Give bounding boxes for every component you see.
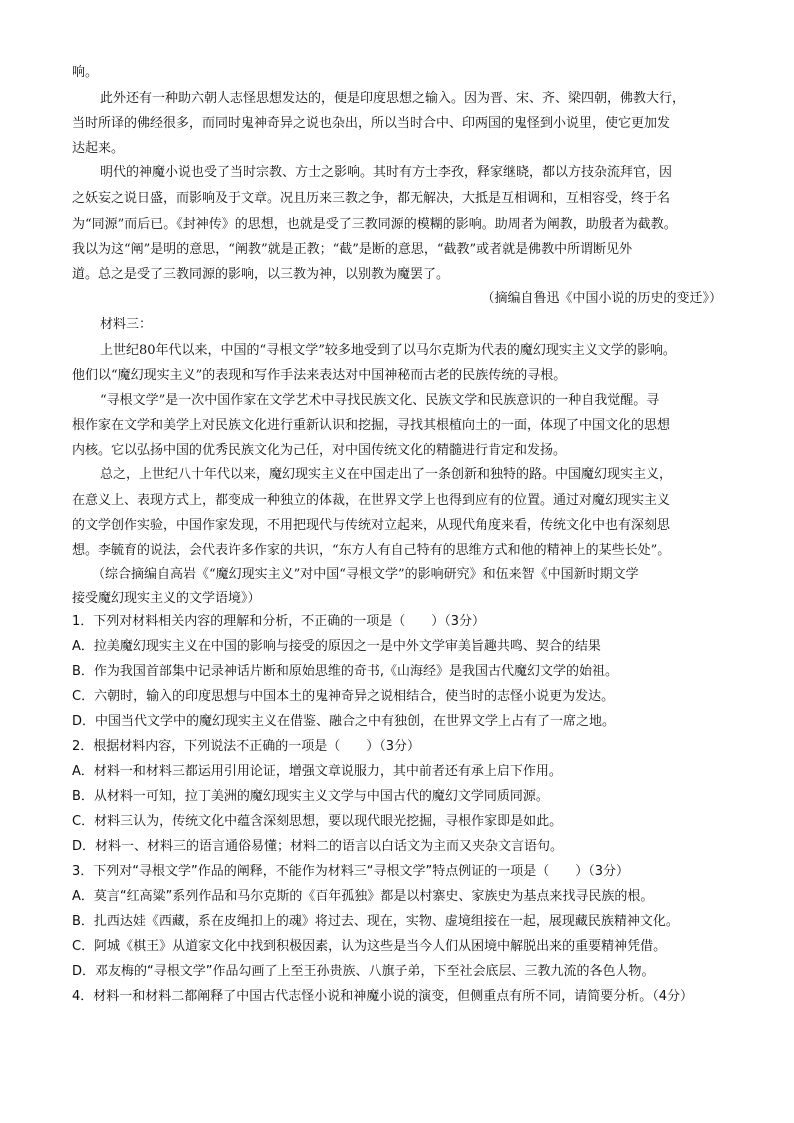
text-line: “寻根文学”是一次中国作家在文学艺术中寻找民族文化、民族文学和民族意识的一种自我觉醒。寻: [100, 393, 660, 408]
text-line: 此外还有一种助六朝人志怪思想发达的，便是印度思想之输入。因为晋、宋、齐、梁四朝，佛教大行，: [100, 91, 686, 106]
text-line: 他们以“魔幻现实主义”的表现和写作手法来表达对中国神秘而古老的民族传统的寻根。: [72, 368, 567, 383]
text-line: 之妖妄之说日盛，而影响及于文章。况且历来三教之争，都无解决，大抵是互相调和，互相容受，终于名: [72, 191, 671, 206]
option-b[interactable]: B．扎西达娃《西藏，系在皮绳扣上的魂》将过去、现在，实物、虚境组接在一起，展现藏民族精神文化。: [72, 914, 679, 929]
text-line: 根作家在文学和美学上对民族文化进行重新认识和挖掘，寻找其根植向土的一面，体现了中国文化的思想: [72, 418, 671, 433]
question-stem: 3．下列对“寻根文学”作品的阐释，不能作为材料三“寻根文学”特点例证的一项是（ ）（3分）: [72, 864, 629, 879]
option-c[interactable]: C．材料三认为，传统文化中蕴含深刻思想，要以现代眼光挖掘，寻根作家即是如此。: [72, 814, 563, 829]
option-d[interactable]: D．邓友梅的“寻根文学”作品勾画了上至王孙贵族、八旗子弟，下至社会底层、三教九流的各色人物。: [72, 964, 655, 979]
option-a[interactable]: A．材料一和材料三都运用引用论证，增强文章说服力，其中前者还有承上启下作用。: [72, 764, 562, 779]
option-d[interactable]: D．中国当代文学中的魔幻现实主义在借鉴、融合之中有独创，在世界文学上占有了一席之地。: [72, 714, 616, 729]
option-c[interactable]: C．六朝时，输入的印度思想与中国本土的鬼神奇异之说相结合，使当时的志怪小说更为发达。: [72, 689, 615, 704]
question-stem: 2．根据材料内容，下列说法不正确的一项是（ ）（3分）: [72, 739, 421, 754]
text-line: 为“同源”而后已。《封神传》的思想，也就是受了三教同源的模糊的影响。助周者为阐教，助殷者为截教。: [72, 217, 677, 232]
material-label: 材料三：: [100, 317, 153, 332]
text-line: 上世纪80年代以来，中国的“寻根文学”较多地受到了以马尔克斯为代表的魔幻现实主义文学的影响。: [100, 343, 676, 358]
question-stem: 4．材料一和材料二都阐释了中国古代志怪小说和神魔小说的演变，但侧重点有所不同，请简要分析。（4分）: [72, 989, 694, 1004]
text-line: 总之，上世纪八十年代以来，魔幻现实主义在中国走出了一条创新和独特的路。中国魔幻现实主义，: [100, 467, 673, 482]
text-line: 想。李毓育的说法，会代表许多作家的共识，“东方人有自己特有的思维方式和他的精神上的某些长处”。: [72, 543, 671, 558]
text-line: 我以为这“阐”是明的意思，“阐教”就是正教；“截”是断的意思，“截教”或者就是佛教中所谓断见外: [72, 242, 633, 257]
option-a[interactable]: A．拉美魔幻现实主义在中国的影响与接受的原因之一是中外文学审美旨趣共鸣、契合的结果: [72, 639, 601, 654]
citation-text: （摘编自鲁迅《中国小说的历史的变迁》）: [481, 291, 722, 306]
option-b[interactable]: B．作为我国首部集中记录神话片断和原始思维的奇书,《山海经》是我国古代魔幻文学的始祖。: [72, 664, 619, 679]
text-line: 在意义上、表现方式上，都变成一种独立的体裁，在世界文学上也得到应有的位置。通过对魔幻现实主义: [72, 493, 671, 508]
text-line: 道。总之是受了三教同源的影响，以三教为神，以别教为魔罢了。: [72, 267, 450, 282]
question-stem: 1．下列对材料相关内容的理解和分析，不正确的一项是（ ）（3分）: [72, 614, 486, 629]
paragraph-fragment: 响。: [72, 65, 99, 80]
citation-text: 接受魔幻现实主义的文学语境》）: [72, 591, 261, 606]
text-line: 当时所译的佛经很多，而同时鬼神奇异之说也杂出，所以当时合中、印两国的鬼怪到小说里，使它更加发: [72, 116, 671, 131]
citation-text: （综合摘编自高岩《“魔幻现实主义”对中国“寻根文学”的影响研究》和伍来智《中国新时期文学: [92, 567, 639, 582]
text-line: 的文学创作实验，中国作家发现，不用把现代与传统对立起来，从现代角度来看，传统文化中也有深刻思: [72, 518, 671, 533]
option-c[interactable]: C．阿城《棋王》从道家文化中找到积极因素，认为这些是当今人们从困境中解脱出来的重要精神凭借。: [72, 939, 667, 954]
option-a[interactable]: A．莫言“红高粱”系列作品和马尔克斯的《百年孤独》都是以村寨史、家族史为基点来找寻民族的根。: [72, 889, 654, 904]
option-b[interactable]: B．从材料一可知，拉丁美洲的魔幻现实主义文学与中国古代的魔幻文学同质同源。: [72, 789, 549, 804]
text-line: 达起来。: [72, 141, 125, 156]
option-d[interactable]: D．材料一、材料三的语言通俗易懂；材料二的语言以白话文为主而又夹杂文言语句。: [72, 839, 564, 854]
text-line: 内核。它以弘扬中国的优秀民族文化为己任，对中国传统文化的精髓进行肯定和发扬。: [72, 443, 567, 458]
text-line: 明代的神魔小说也受了当时宗教、方士之影响。其时有方士李孜，释家继晓，都以方技杂流拜官，因: [100, 165, 673, 180]
